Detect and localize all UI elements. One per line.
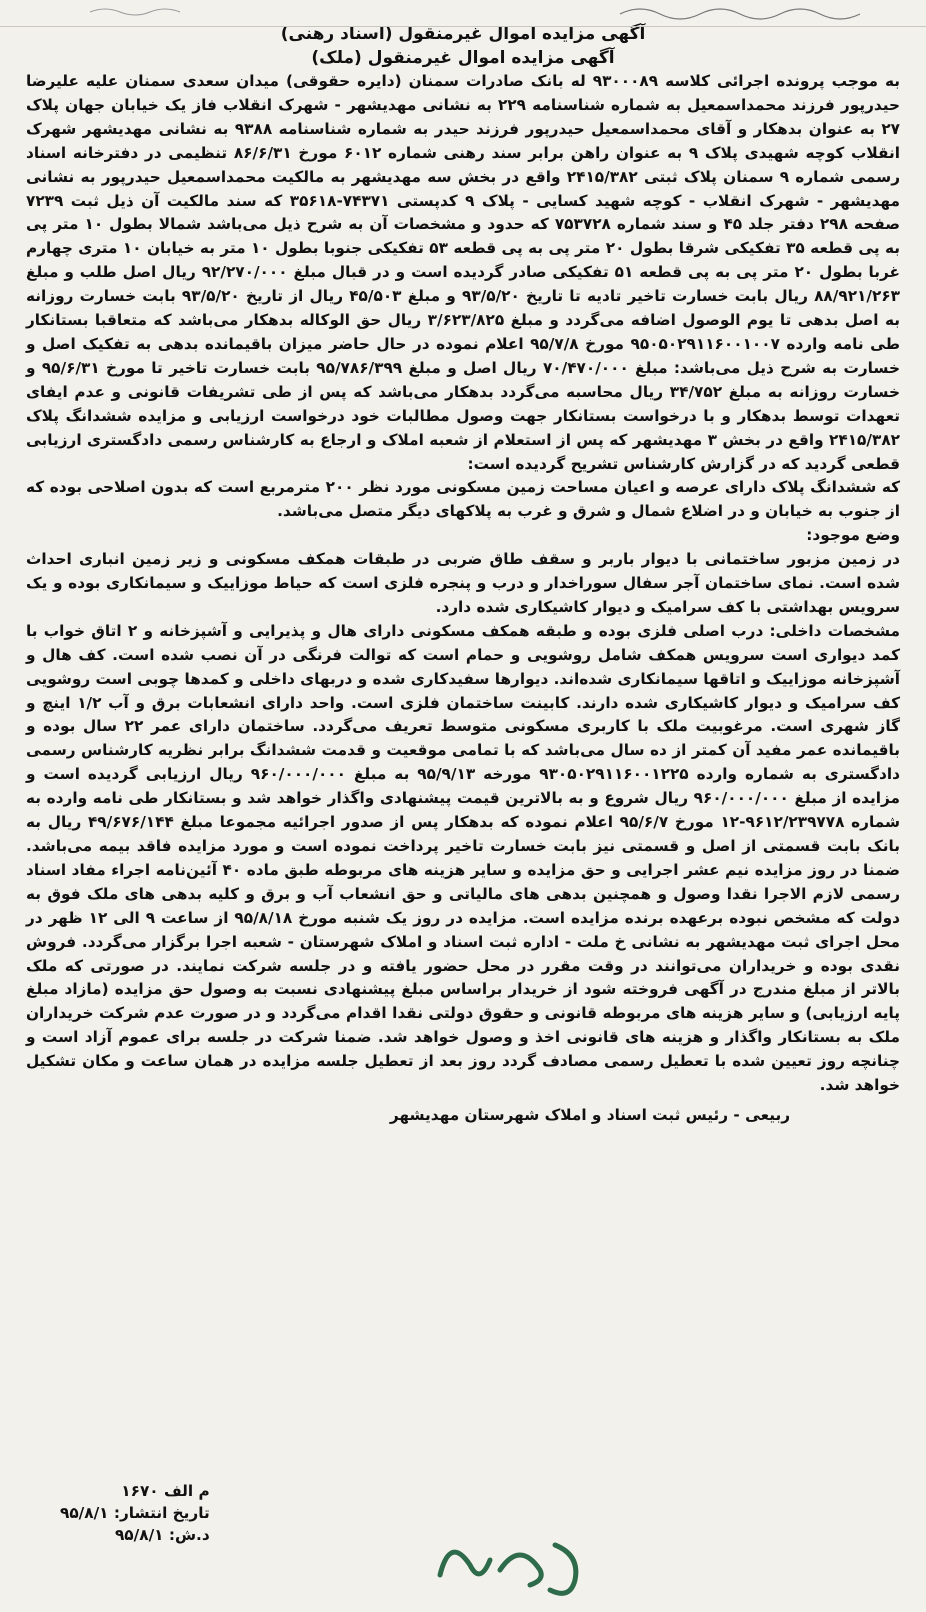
footer-publish-date: تاریخ انتشار: ۹۵/۸/۱ [60, 1504, 210, 1522]
section-heading-status: وضع موجود: [806, 526, 900, 545]
footer-code: م الف ۱۶۷۰ [121, 1482, 210, 1500]
notice-title-1: آگهی مزایده اموال غیرمنقول (اسناد رهنی) [280, 24, 646, 44]
notice-paragraph-1: به موجب پرونده اجرائی کلاسه ۹۳۰۰۰۸۹ له بانک صادرات سمنان (دایره حقوقی) میدان سعدی سمنان علیه علیرضا حیدرپور فرزند محمداسمعیل به شماره شناسنامه ۲۲۹ به نشانی مهدیشهر - شهرک انقلاب فاز یک خیابان جهان پلاک ۲۷ به عنوان بدهکار و آقای محمداسمعیل حیدرپور فرزند حیدر به شماره شناسنامه ۹۳۸۸ به نشانی مهدیشهر شهرک انقلاب کوچه شهیدی پلاک ۹ به عنوان راهن برابر سند رهنی شماره ۶۰۱۲ مورخ ۸۶/۶/۳۱ تنظیمی در دفترخانه اسناد رسمی شماره ۹ سمنان پلاک ثبتی ۲۴۱۵/۳۸۲ واقع در بخش سه مهدیشهر به مالکیت محمداسمعیل حیدرپور به نشانی مهدیشهر - شهرک انقلاب - کوچه شهید کسایی - پلاک ۹ کدپستی ۷۴۳۷۱-۳۵۶۱۸ که سند مالکیت آن ذیل ثبت ۷۲۳۹ صفحه ۲۹۸ دفتر جلد ۴۵ و سند شماره ۷۵۳۷۲۸ که حدود و مشخصات آن به شرح ذیل می‌باشد شمالا بطول ۱۰ متر پی به پی قطعه ۳۵ تفکیکی شرقا بطول ۲۰ متر پی به پی قطعه ۵۳ تفکیکی جنوبا بطول ۱۰ متر به خیابان ۱۰ متری چهارم غربا بطول ۲۰ متر پی به پی قطعه ۵۱ تفکیکی صادر گردیده است و در قبال مبلغ ۹۲/۲۷۰/۰۰۰ ریال اصل طلب و مبلغ ۸۸/۹۲۱/۲۶۳ ریال بابت خسارت تاخیر تادیه تا تاریخ ۹۳/۵/۲۰ و مبلغ ۴۵/۵۰۳ ریال از تاریخ ۹۳/۵/۲۰ بابت خسارت روزانه به اصل بدهی تا یوم الوصول اضافه می‌گردد و مبلغ ۳/۶۲۳/۸۲۵ ریال حق الوکاله بدهکار می‌باشد که متعاقبا بستانکار طی نامه وارده ۹۵۰۵۰۲۹۱۱۶۰۰۱۰۰۷ مورخ ۹۵/۷/۸ اعلام نموده در حال حاضر میزان باقیمانده بدهی به تفکیک اصل و خسارت به شرح ذیل می‌باشد: مبلغ ۷۰/۴۷۰/۰۰۰ ریال اصل و مبلغ ۹۵/۷۸۶/۳۹۹ بابت خسارت تاخیر تا مورخ ۹۵/۶/۳۱ و خسارت روزانه به مبلغ ۳۴/۷۵۲ ریال محاسبه می‌گردد بدهکار می‌باشد که پس از طی تشریفات قانونی و عدم ایفای تعهدات توسط بدهکار و با درخواست بستانکار جهت وصول مطالبات خود درخواست ارزیابی و مزایده ششدانگ پلاک ۲۴۱۵/۳۸۲ واقع در بخش ۳ مهدیشهر که پس از استعلام از شعبه املاک و ارجاع به کارشناس رسمی دادگستری ارزیابی قطعی گردید که در گزارش کارشناس تشریح گردیده است: [26, 72, 901, 473]
notice-title-2: آگهی مزایده اموال غیرمنقول (ملک) [311, 48, 615, 68]
notice-paragraph-2: که ششدانگ پلاک دارای عرصه و اعیان مساحت زمین مسکونی مورد نظر ۲۰۰ مترمربع است که بدون اصلاحی بوده که از جنوب به خیابان و در اضلاع شمال و شرق و غرب به پلاکهای دیگر متصل می‌باشد. [26, 478, 900, 521]
notice-paragraph-4: مشخصات داخلی: درب اصلی فلزی بوده و طبقه همکف مسکونی دارای هال و پذیرایی و آشپزخانه و ۲ اتاق خواب با کمد دیواری است سرویس همکف شامل روشویی و حمام است که توالت فرنگی در آن نصب شده است. کف هال و آشپزخانه موزاییک و اتاقها سیمانکاری شده‌اند. دیوارها سفیدکاری شده و دربهای داخلی و کمدها چوبی است روشویی کف سرامیک و دیوار کاشیکاری شده دارند. کابینت ساختمان فلزی است. واحد دارای انشعابات برق و آب ۱/۲ اینچ و گاز شهری است. مرغوبیت ملک با کاربری مسکونی متوسط تعریف می‌گردد. ساختمان دارای عمر ۲۲ سال بوده و باقیمانده عمر مفید آن کمتر از ده سال می‌باشد که با تمامی موقعیت و قدمت ششدانگ برابر نظریه کارشناس رسمی دادگستری به شماره وارده ۹۳۰۵۰۲۹۱۱۶۰۰۱۲۲۵ مورخه ۹۵/۹/۱۳ به مبلغ ۹۶۰/۰۰۰/۰۰۰ ریال ارزیابی گردیده است و مزایده از مبلغ ۹۶۰/۰۰۰/۰۰۰ ریال شروع و به بالاترین قیمت پیشنهادی واگذار خواهد شد و بستانکار طی نامه وارده به شماره ۹۶۱۲/۲۳۹۷۷۸-۱۲ مورخ ۹۵/۶/۷ اعلام نموده که بدهکار پس از صدور اجرائیه مجموعا مبلغ ۴۹/۶۷۶/۱۴۴ ریال به بانک بابت قسمتی از اصل و قسمتی نیز بابت خسارت تاخیر پرداخت نموده است و مورد مزایده فاقد بیمه می‌باشد. ضمنا در روز مزایده نیم عشر اجرایی و حق مزایده و سایر هزینه های مربوطه طبق ماده ۴۰ آئین‌نامه اجراء مفاد اسناد رسمی لازم الاجرا نقدا وصول و همچنین بدهی های مالیاتی و حق انشعاب آب و برق و کلیه بدهی های ملک فوق به دولت که مشخص نبوده برعهده برنده مزایده است. مزایده در روز یک شنبه مورخ ۹۵/۸/۱۸ از ساعت ۹ الی ۱۲ ظهر در محل اجرای ثبت مهدیشهر به نشانی خ ملت - اداره ثبت اسناد و املاک شهرستان - شعبه اجرا برگزار می‌گردد. فروش نقدی بوده و خریداران می‌توانند در وقت مقرر در محل حضور یافته و در جلسه شرکت نمایند. در صورتی که ملک بالاتر از مبلغ مندرج در آگهی فروخته شود از خریدار براساس مبلغ پیشنهادی نسبت به وصول حق مزایده (مازاد مبلغ پایه ارزیابی) و سایر هزینه های مربوطه قانونی و حقوق دولتی نقدا اقدام می‌گردد و در صورت عدم شرکت خریداران ملک به بستانکار واگذار و هزینه های قانونی اخذ و وصول خواهد شد. ضمنا شرکت در جلسه برای عموم آزاد است و چنانچه روز تعیین شده با تعطیل رسمی مصادف گردد روز بعد از تعطیل جلسه مزایده در همان ساعت و مکان تشکیل خواهد شد. [26, 621, 900, 1095]
handwritten-scrawl [0, 0, 926, 27]
handwritten-number-stamp [420, 1515, 620, 1605]
notice-paragraph-3: در زمین مزبور ساختمانی با دیوار باربر و سقف طاق ضربی در طبقات همکف مسکونی و زیر زمین انباری احداث شده است. نمای ساختمان آجر سفال سوراخدار و درب و پنجره فلزی است که حیاط موزاییک و سیمانکاری بوده و یک سرویس بهداشتی با کف سرامیک و دیوار کاشیکاری شده دارد. [26, 550, 900, 616]
footer-ds-date: د.ش: ۹۵/۸/۱ [114, 1526, 210, 1544]
footer-block [60, 1480, 210, 1546]
signature-line: ربیعی - رئیس ثبت اسناد و املاک شهرستان مهدیشهر [389, 1105, 790, 1124]
